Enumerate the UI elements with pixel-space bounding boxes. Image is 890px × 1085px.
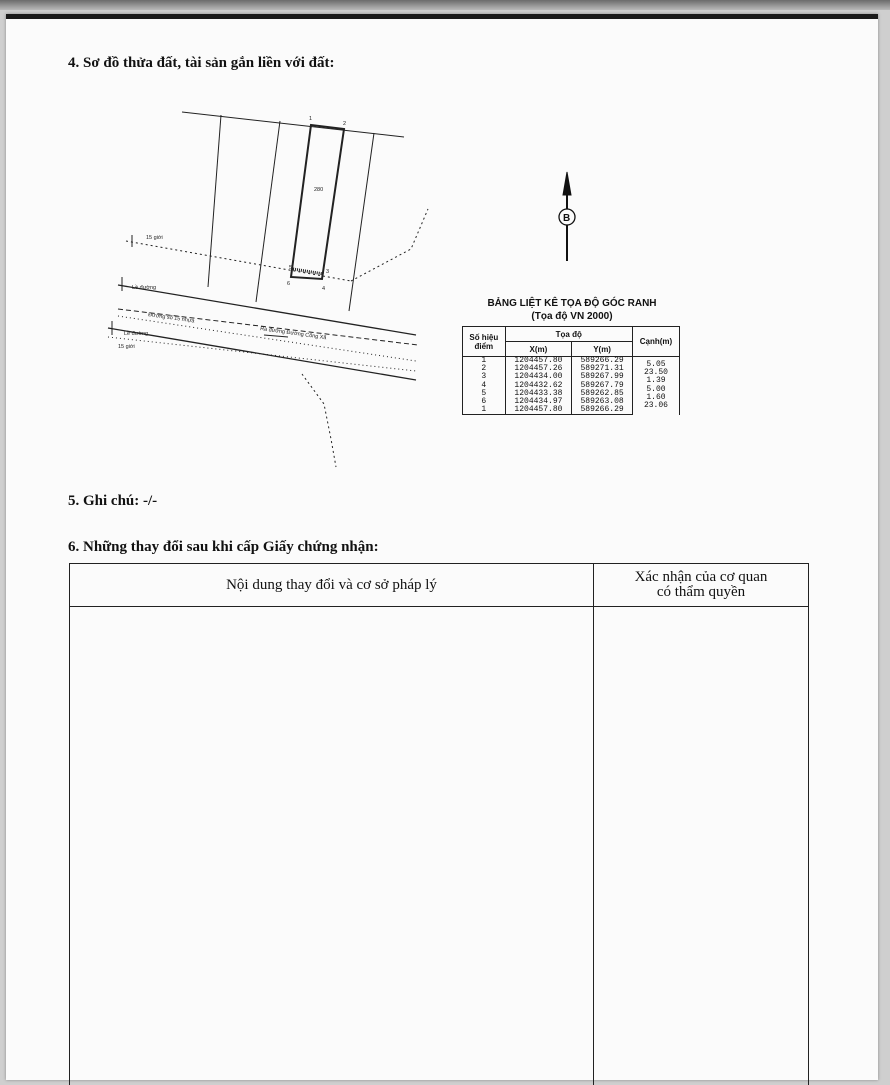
north-symbol: B [563,213,570,224]
plot-line [256,121,280,302]
table-row: 1 1204457.80 589266.29 5.05 23.50 1.39 5.00 1.60 23.06 [463,357,680,366]
col-point-header: Số hiệu điểm [463,327,506,357]
point-label: 6 [287,281,290,287]
edge-lengths: 5.05 23.50 1.39 5.00 1.60 23.06 [632,357,679,415]
section-5-heading: 5. Ghi chú: -/- [68,493,157,510]
street-label: Đường số 15 nhựa [148,312,196,325]
point-label: 1 [309,116,312,122]
table-row: 2 1204457.26 589271.31 [463,365,680,373]
plot-line [349,133,374,311]
plot-line [208,115,221,287]
window-top-edge [0,0,890,10]
col-edge-header: Cạnh(m) [632,327,679,357]
road-label: Lề đường [124,331,148,337]
point-label: 3 [326,269,329,275]
col-x-header: X(m) [505,342,572,357]
road-label: Lề đường [132,285,156,291]
table-row: 4 1204432.62 589267.79 [463,382,680,390]
land-plot-diagram [6,19,878,489]
width-label: 15 giới [146,235,163,241]
top-boundary-line [182,112,404,137]
document-page [6,14,878,1080]
point-label: 4 [322,286,325,292]
lower-dotted-boundary [302,374,336,467]
subject-parcel [291,125,344,279]
col-y-header: Y(m) [572,342,633,357]
parcel-number: 280 [314,187,323,193]
table-row: 5 1204433.38 589262.85 [463,390,680,398]
section-4-heading: 4. Sơ đồ thửa đất, tài sản gắn liền với đất: [68,55,335,72]
table-row: 3 1204434.00 589267.99 [463,373,680,381]
coordinate-table [462,326,680,415]
street-label-2: Ra đường Đường Công Xã [260,326,328,341]
setback-line [126,241,351,281]
coord-table-title: BẢNG LIỆT KÊ TỌA ĐỘ GÓC RANH (Tọa độ VN 2000) [461,297,683,323]
changes-body-row [70,607,809,1085]
point-label: 5 [289,265,292,271]
changes-table [69,563,809,1085]
table-row: 1 1204457.80 589266.29 [463,406,680,415]
changes-content-cell [70,607,594,1085]
section-6-heading: 6. Những thay đổi sau khi cấp Giấy chứng nhận: [68,539,379,556]
col-coord-header: Tọa độ [505,327,632,342]
table-row: 6 1204434.97 589263.08 [463,398,680,406]
changes-confirmation-header: Xác nhận của cơ quan có thẩm quyền [594,564,809,607]
right-dotted-boundary [351,209,428,281]
changes-content-header: Nội dung thay đổi và cơ sở pháp lý [70,564,594,607]
road-edge-bottom [108,328,416,380]
width-label: 15 giới [118,344,135,350]
point-label: 2 [343,121,346,127]
changes-confirmation-cell [594,607,809,1085]
